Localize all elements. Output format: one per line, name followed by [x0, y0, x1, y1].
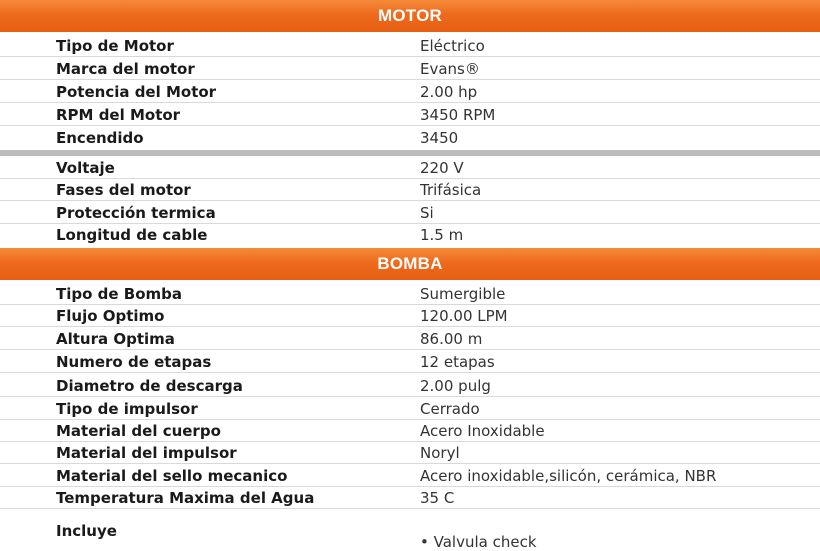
spec-row-diametro-de-descarga	[0, 375, 820, 397]
spec-label: RPM del Motor	[56, 106, 181, 124]
includes-item: • Valvula check	[420, 533, 537, 551]
spec-label: Altura Optima	[56, 330, 175, 348]
spec-value: 86.00 m	[420, 330, 483, 348]
spec-row-temperatura-maxima-del-agua	[0, 487, 820, 509]
spec-row-encendido	[0, 127, 820, 149]
includes-label: Incluye	[56, 522, 117, 540]
spec-row-material-del-impulsor	[0, 442, 820, 464]
spec-value: Acero inoxidable,silicón, cerámica, NBR	[420, 467, 717, 485]
spec-label: Temperatura Maxima del Agua	[56, 489, 315, 507]
spec-label: Flujo Optimo	[56, 307, 165, 325]
spec-label: Tipo de impulsor	[56, 400, 198, 418]
spec-row-fases-del-motor	[0, 179, 820, 201]
spec-label: Tipo de Motor	[56, 37, 174, 55]
spec-value: Evans®	[420, 60, 480, 78]
spec-value: 220 V	[420, 159, 464, 177]
spec-row-tipo-de-motor	[0, 35, 820, 57]
spec-row-rpm-del-motor	[0, 104, 820, 126]
spec-value: Si	[420, 204, 434, 222]
spec-value: 3450	[420, 129, 459, 147]
spec-label: Fases del motor	[56, 181, 191, 199]
spec-value: Sumergible	[420, 285, 506, 303]
spec-value: 120.00 LPM	[420, 307, 508, 325]
spec-value: 35 C	[420, 489, 455, 507]
spec-row-tipo-de-bomba	[0, 283, 820, 305]
spec-row-voltaje	[0, 157, 820, 179]
spec-row-marca-del-motor	[0, 58, 820, 80]
spec-row-altura-optima	[0, 328, 820, 350]
spec-value: 2.00 hp	[420, 83, 478, 101]
spec-row-material-del-cuerpo	[0, 420, 820, 442]
spec-label: Tipo de Bomba	[56, 285, 182, 303]
spec-value: Noryl	[420, 444, 460, 462]
spec-label: Material del impulsor	[56, 444, 237, 462]
spec-value: Acero Inoxidable	[420, 422, 545, 440]
spec-value: 12 etapas	[420, 353, 495, 371]
spec-label: Longitud de cable	[56, 226, 208, 244]
spec-label: Potencia del Motor	[56, 83, 217, 101]
spec-value: 1.5 m	[420, 226, 464, 244]
motor-section-header: MOTOR	[0, 0, 820, 32]
spec-label: Voltaje	[56, 159, 115, 177]
spec-label: Numero de etapas	[56, 353, 212, 371]
spec-row-numero-de-etapas	[0, 351, 820, 373]
spec-value: Trifásica	[420, 181, 482, 199]
spec-value: Eléctrico	[420, 37, 485, 55]
spec-row-potencia-del-motor	[0, 81, 820, 103]
spec-label: Material del sello mecanico	[56, 467, 288, 485]
spec-value: Cerrado	[420, 400, 480, 418]
section-divider	[0, 150, 820, 156]
spec-row-proteccion-termica	[0, 202, 820, 224]
spec-label: Material del cuerpo	[56, 422, 221, 440]
spec-row-tipo-de-impulsor	[0, 398, 820, 420]
spec-row-material-del-sello-mecanico	[0, 465, 820, 487]
spec-row-longitud-de-cable	[0, 224, 820, 246]
spec-label: Marca del motor	[56, 60, 195, 78]
spec-label: Encendido	[56, 129, 144, 147]
spec-value: 2.00 pulg	[420, 377, 491, 395]
spec-row-flujo-optimo	[0, 305, 820, 327]
bomba-section-header: BOMBA	[0, 248, 820, 280]
spec-label: Protección termica	[56, 204, 216, 222]
spec-value: 3450 RPM	[420, 106, 496, 124]
spec-label: Diametro de descarga	[56, 377, 243, 395]
